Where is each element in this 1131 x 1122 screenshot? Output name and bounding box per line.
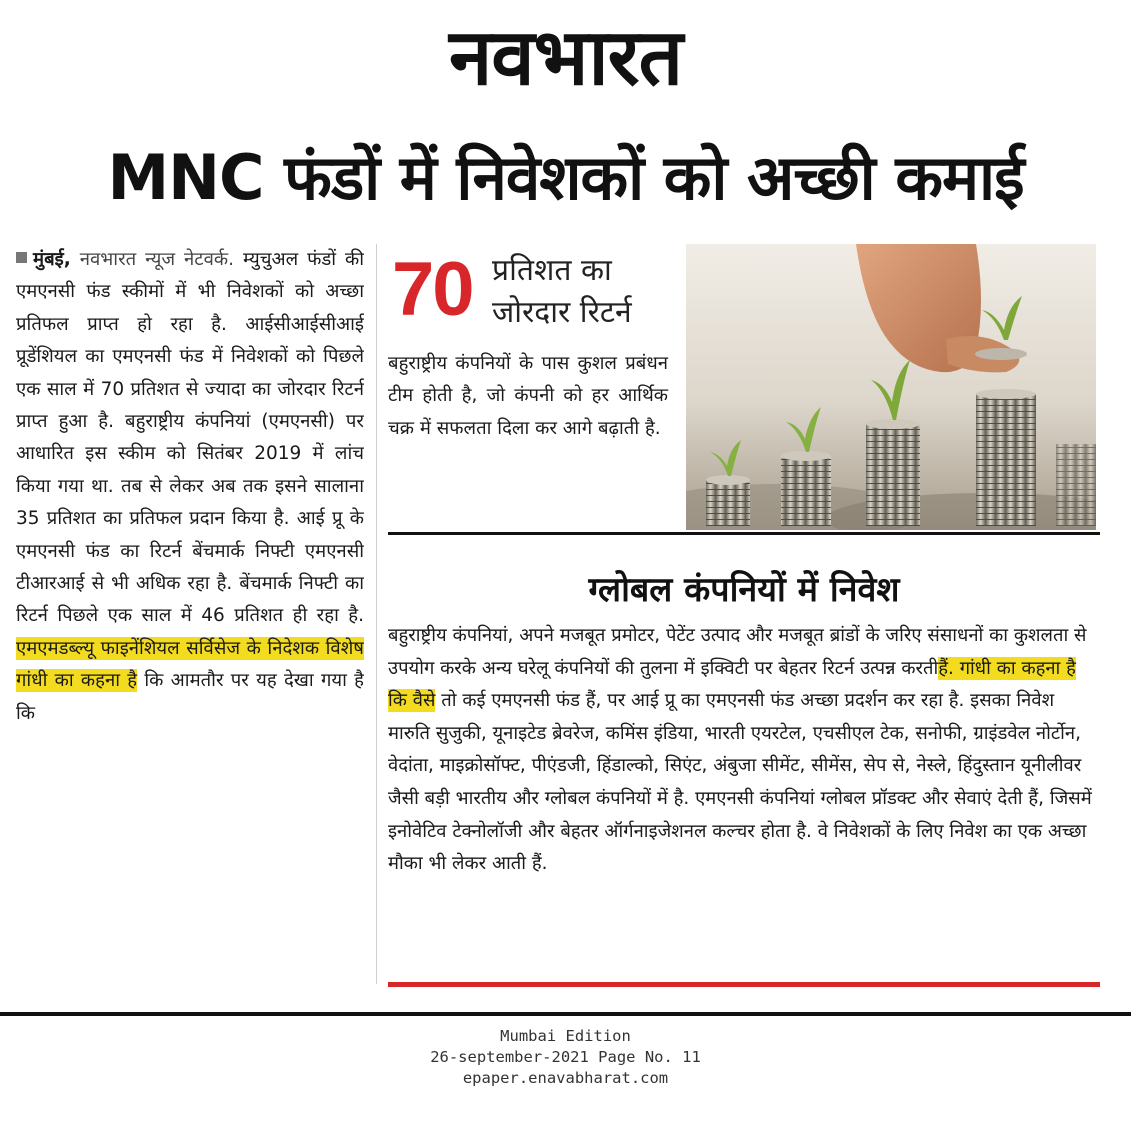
pullquote-number: 70	[392, 247, 473, 332]
date-page-label: 26-september-2021 Page No. 11	[430, 1048, 701, 1066]
dateline-city: मुंबई,	[33, 249, 71, 270]
footer-rule	[0, 1012, 1131, 1016]
left-column	[16, 244, 364, 994]
footer	[0, 1026, 1131, 1104]
column-divider	[376, 244, 377, 984]
left-tail-text: कि आमतौर पर यह देखा गया है कि	[16, 670, 364, 724]
red-divider	[388, 982, 1100, 987]
edition-label: Mumbai Edition	[500, 1027, 631, 1045]
website-link[interactable]: epaper.enavabharat.com	[462, 1069, 669, 1087]
left-body-text: म्युचुअल फंडों की एमएनसी फंड स्कीमों में भी निवेशकों को अच्छा प्रतिफल प्राप्त हो रहा है. आईसीआईसीआई प्रूडेंशियल का एमएनसी फंड में निवेशकों को पिछले एक साल में 70 प्रतिशत से ज्यादा का जोरदार रिटर्न प्राप्त हुआ है. बहुराष्ट्रीय कंपनियां (एमएनसी) पर आधारित इस स्कीम को सितंबर 2019 में लांच किया गया था. तब से लेकर अब तक इसने सालाना 35 प्रतिशत का प्रतिफल प्रदान किया है. आई प्रू के एमएनसी फंड का रिटर्न बेंचमार्क निफ्टी एमएनसी टीआरआई से भी अधिक रहा है. बेंचमार्क निफ्टी का रिटर्न पिछले एक साल में 46 प्रतिशत ही रहा है.	[16, 249, 364, 627]
body-part-2: तो कई एमएनसी फंड हैं, पर आई प्रू का एमएनसी फंड अच्छा प्रदर्शन कर रहा है. इसका निवेश मारुति सुजुकी, यूनाइटेड ब्रेवरेज, कमिंस इंडिया, भारती एयरटेल, एचसीएल टेक, सनोफी, ग्राइंडवेल नोर्टोन, वेदांता, माइक्रोसॉफ्ट, पीएंडजी, हिंडाल्को, सिएंट, अंबुजा सीमेंट, सीमेंस, सेप से, नेस्ले, हिंदुस्तान यूनीलीवर जैसी बड़ी भारतीय और ग्लोबल कंपनियों में है. एमएनसी कंपनियां ग्लोबल प्रॉडक्ट और सेवाएं देती हैं, जिसमें इनोवेटिव टेक्नोलॉजी और बेहतर ऑर्गनाइजेशनल कल्चर होता है. वे निवेशकों के लिए निवेश का एक अच्छा मौका भी लेकर आती हैं.	[388, 690, 1092, 875]
body-part-1: बहुराष्ट्रीय कंपनियां, अपने मजबूत प्रमोटर, पेटेंट उत्पाद और मजबूत ब्रांडों के जरिए संसाधनों का कुशलता से उपयोग करके अन्य घरेलू कंपनियों की तुलना में इक्विटी पर बेहतर रिटर्न उत्पन्न करती	[388, 625, 1087, 679]
pullquote-line-1: प्रतिशत का	[492, 253, 612, 288]
bullet-square-icon	[16, 252, 27, 263]
masthead: नवभारत	[448, 13, 683, 103]
intro-text: बहुराष्ट्रीय कंपनियों के पास कुशल प्रबंधन टीम होती है, जो कंपनी को हर आर्थिक चक्र में सफलता दिला कर आगे बढ़ाती है.	[388, 353, 668, 439]
left-column-text	[16, 244, 364, 730]
subheading: ग्लोबल कंपनियों में निवेश	[588, 570, 900, 610]
section-rule	[388, 532, 1100, 535]
headline: MNC फंडों में निवेशकों को अच्छी कमाई	[107, 141, 1024, 214]
body-highlighted-text: हैं. गांधी का कहना है कि वैसे	[388, 657, 1076, 712]
dateline-agency: नवभारत न्यूज नेटवर्क.	[79, 249, 234, 270]
pullquote-line-2: जोरदार रिटर्न	[492, 295, 632, 330]
left-highlighted-quote: एमएमडब्ल्यू फाइनेंशियल सर्विसेज के निदेशक विशेष गांधी का कहना है	[16, 637, 364, 692]
right-body-text	[388, 620, 1100, 970]
coins-plants-illustration	[686, 244, 1096, 530]
pullquote-text	[492, 250, 682, 340]
coins-plants-photo	[686, 244, 1096, 530]
